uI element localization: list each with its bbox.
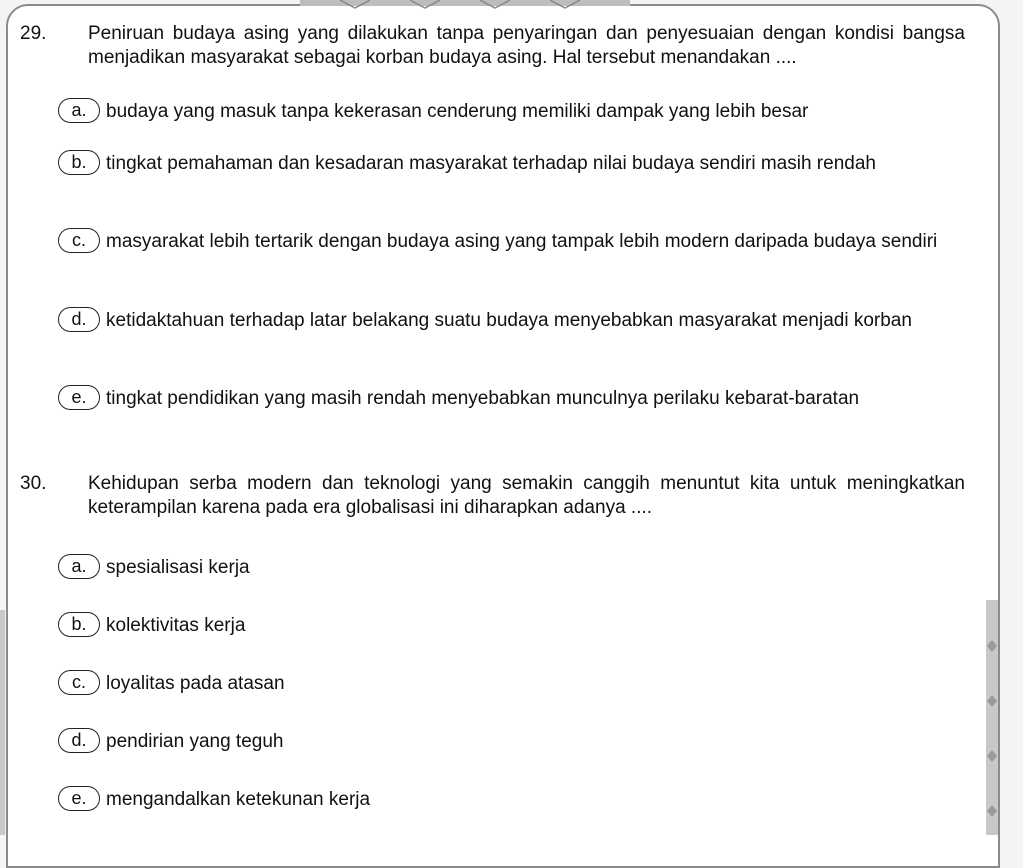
option-label: c. xyxy=(58,228,100,253)
option-label: a. xyxy=(58,98,100,123)
option-text: ketidaktahuan terhadap latar belakang suatu budaya menyebabkan masyarakat menjadi korban xyxy=(106,310,912,331)
option-label: a. xyxy=(58,554,100,579)
top-border-ornament xyxy=(300,0,630,10)
question-number: 29. xyxy=(20,23,47,44)
option-text: spesialisasi kerja xyxy=(106,557,250,578)
option-text: loyalitas pada atasan xyxy=(106,673,285,694)
option-label: e. xyxy=(58,385,100,410)
right-border-ornament xyxy=(980,600,1002,835)
option-label: c. xyxy=(58,670,100,695)
option-label: b. xyxy=(58,612,100,637)
option-label: d. xyxy=(58,728,100,753)
question-text: Peniruan budaya asing yang dilakukan tanpa penyaringan dan penyesuaian dengan kondisi bangsa menjadikan masyarakat sebagai korban budaya asing. Hal tersebut menandakan .... xyxy=(88,23,965,68)
option-text: kolektivitas kerja xyxy=(106,615,246,636)
question-number: 30. xyxy=(20,473,47,494)
option-text: tingkat pemahaman dan kesadaran masyarakat terhadap nilai budaya sendiri masih rendah xyxy=(106,153,876,174)
option-text: pendirian yang teguh xyxy=(106,731,284,752)
option-label: b. xyxy=(58,150,100,175)
option-label: e. xyxy=(58,786,100,811)
option-label: d. xyxy=(58,307,100,332)
left-border-bar xyxy=(0,610,5,835)
option-text: mengandalkan ketekunan kerja xyxy=(106,789,371,810)
option-text: budaya yang masuk tanpa kekerasan cenderung memiliki dampak yang lebih besar xyxy=(106,101,809,122)
question-text: Kehidupan serba modern dan teknologi yang semakin canggih menuntut kita untuk meningkatkan keterampilan karena pada era globalisasi ini diharapkan adanya .... xyxy=(88,473,965,518)
option-text: masyarakat lebih tertarik dengan budaya asing yang tampak lebih modern daripada budaya sendiri xyxy=(106,231,938,252)
option-text: tingkat pendidikan yang masih rendah menyebabkan munculnya perilaku kebarat-baratan xyxy=(106,388,860,409)
